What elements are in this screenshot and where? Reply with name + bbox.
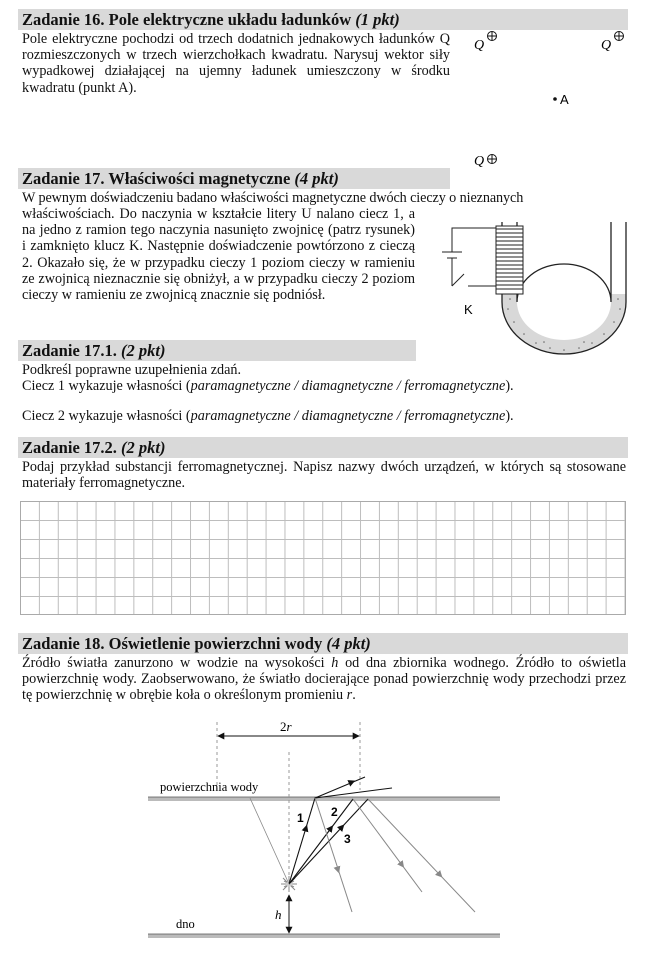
option-paramagnetic-1[interactable]: paramagnetyczne xyxy=(190,378,291,394)
charge-q-top-right: Q xyxy=(601,38,612,53)
z18-body: Źródło światła zanurzono w wodzie na wysokości h od dna zbiornika wodnego. Źródło to oświetla powierzchnię wody. Zaobserwowano, że światło docierające ponad powierzchnię wody przechodzi przez tę powierzchnię w obrębie koła o określonym promieniu r. xyxy=(22,655,626,704)
label-ray-2: 2 xyxy=(331,805,338,819)
label-water-surface: powierzchnia wody xyxy=(160,780,259,794)
option-paramagnetic-2[interactable]: paramagnetyczne xyxy=(190,408,291,424)
switch-k-label: K xyxy=(464,302,473,317)
option-diamagnetic-2[interactable]: diamagnetyczne xyxy=(301,408,394,424)
option-ferromagnetic-1[interactable]: ferromagnetyczne xyxy=(404,378,506,394)
z18-title: Zadanie 18. Oświetlenie powierzchni wody (4 pkt) xyxy=(22,634,371,653)
z17-body: właściwościach. Do naczynia w kształcie litery U nalano ciecz 1, a na jedno z ramion tego naczynia nasunięto zwojnicę (patrz rysunek) i zamknięto klucz K. Następnie doświadczenie powtórzono z cieczą 2. Okazało się, że w przypadku cieczy 1 poziom cieczy w ramieniu ze zwojnicą nieznacznie się obniżył, a w przypadku cieczy 2 poziom cieczy w ramieniu ze zwojnicą znacznie się podniósł. xyxy=(22,206,415,304)
z17-body-line1: W pewnym doświadczeniu badano właściwości magnetyczne dwóch cieczy o nieznanych xyxy=(22,190,524,206)
reflected-ray-0 xyxy=(250,798,289,884)
water-light-diagram xyxy=(140,712,510,948)
label-2r: 2r xyxy=(280,719,292,734)
label-ray-3: 3 xyxy=(344,832,351,846)
reflected-ray-3 xyxy=(368,799,475,912)
z172-body: Podaj przykład substancji ferromagnetycznej. Napisz nazwy dwóch urządzeń, w których są stosowane materiały ferromagnetyczne. xyxy=(22,459,626,492)
battery-icon xyxy=(442,252,462,258)
tank-bottom xyxy=(148,934,500,938)
u-tube-inner xyxy=(517,222,611,302)
z17-title: Zadanie 17. Właściwości magnetyczne (4 pkt) xyxy=(22,169,339,188)
label-ray-1: 1 xyxy=(297,811,304,825)
z16-title: Zadanie 16. Pole elektryczne układu ładunków (1 pkt) xyxy=(22,10,400,29)
z16-charges-diagram xyxy=(460,26,640,176)
answer-grid[interactable] xyxy=(20,501,626,615)
water-surface xyxy=(148,797,500,801)
point-a-label: A xyxy=(560,92,569,107)
z171-sentence-2: Ciecz 2 wykazuje własności (paramagnetyczne / diamagnetyczne / ferromagnetyczne). xyxy=(22,408,514,424)
z171-sentence-1: Ciecz 1 wykazuje własności (paramagnetyczne / diamagnetyczne / ferromagnetyczne). xyxy=(22,378,514,394)
u-tube-diagram xyxy=(434,214,634,364)
label-h: h xyxy=(275,907,282,922)
option-ferromagnetic-2[interactable]: ferromagnetyczne xyxy=(404,408,506,424)
option-diamagnetic-1[interactable]: diamagnetyczne xyxy=(301,378,394,394)
coil xyxy=(496,226,523,294)
charge-q-top-left: Q xyxy=(474,38,485,53)
label-bottom: dno xyxy=(176,917,195,931)
z171-instruction: Podkreśl poprawne uzupełnienia zdań. xyxy=(22,362,242,378)
z172-title: Zadanie 17.2. (2 pkt) xyxy=(22,438,166,457)
liquid xyxy=(502,294,626,354)
z16-body: Pole elektryczne pochodzi od trzech dodatnich jednakowych ładunków Q rozmieszczonych w trzech wierzchołkach kwadratu. Narysuj wektor siły wypadkowej działającej na ujemny ładunek umieszczony w środku kwadratu (punkt A). xyxy=(22,31,450,96)
charge-q-bottom-left: Q xyxy=(474,154,485,169)
circuit xyxy=(442,228,496,292)
z171-title: Zadanie 17.1. (2 pkt) xyxy=(22,341,166,360)
switch-icon xyxy=(452,274,464,286)
point-a-dot xyxy=(553,97,557,101)
